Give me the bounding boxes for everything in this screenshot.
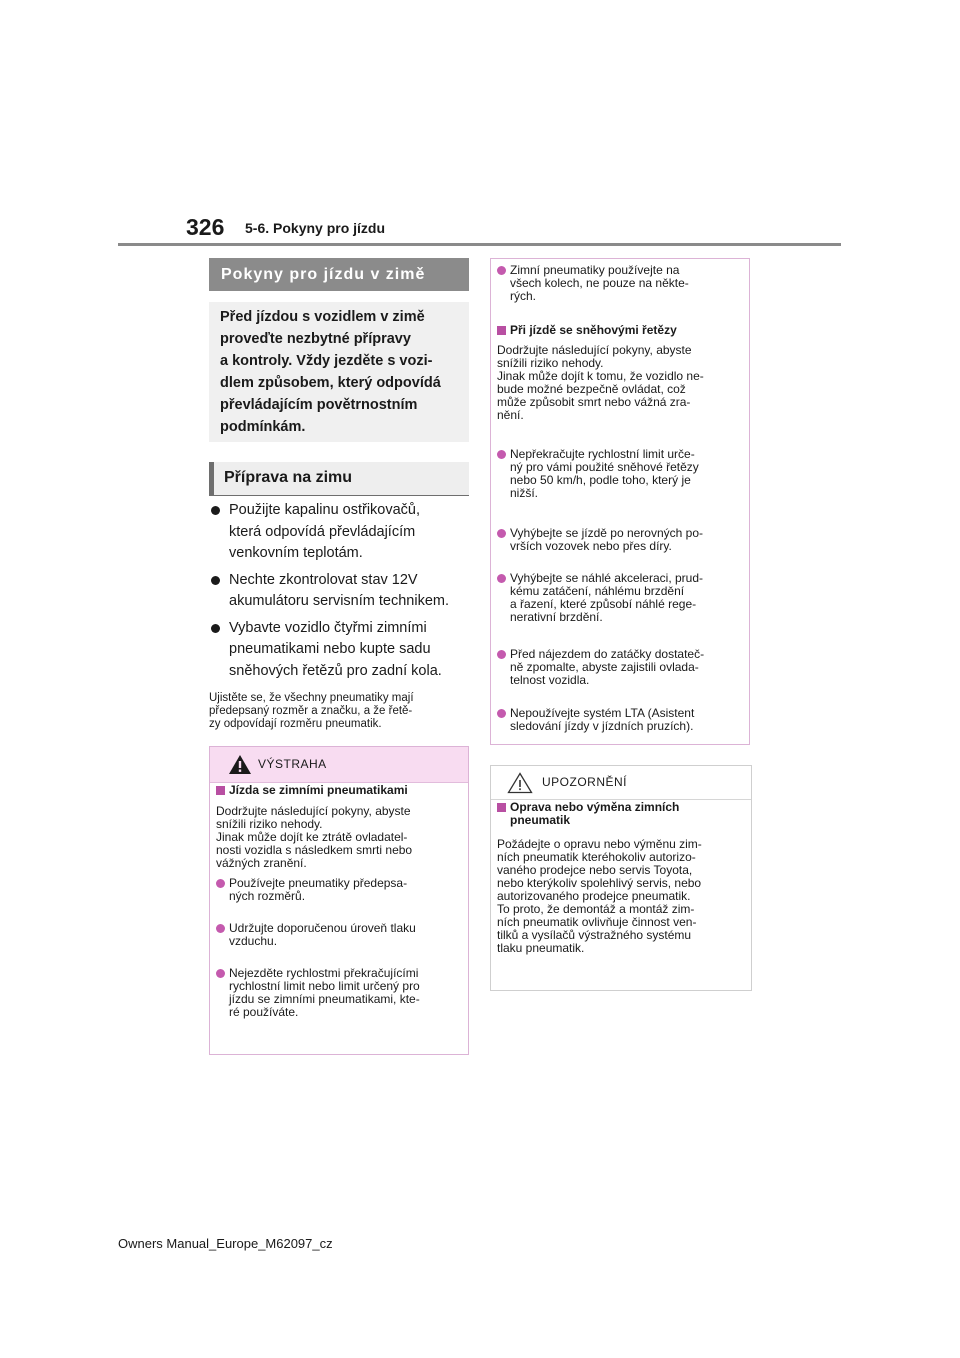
circle-bullet-icon <box>497 266 506 275</box>
header-divider <box>118 243 841 246</box>
intro-line: a kontroly. Vždy jezděte s vozi- <box>220 353 433 369</box>
circle-bullet-icon <box>497 709 506 718</box>
prep-heading: Příprava na zimu <box>209 462 469 496</box>
bullet-icon <box>211 624 220 633</box>
circle-bullet-icon <box>497 574 506 583</box>
caution-triangle-icon <box>507 772 533 794</box>
tire-note: Ujistěte se, že všechny pneumatiky mají předepsaný rozměr a značku, a že řetě- zy odpovídají rozměru pneumatik. <box>209 692 414 730</box>
warning-continuation-box <box>490 258 750 745</box>
warning-heading: Jízda se zimními pneumatikami <box>216 784 462 797</box>
chapter-banner: Pokyny pro jízdu v zimě <box>209 258 469 291</box>
intro-line: dlem způsobem, který odpovídá <box>220 375 441 391</box>
intro-line: Před jízdou s vozidlem v zimě <box>220 309 425 325</box>
list-item: Vybavte vozidlo čtyřmi zimními pneumatikami nebo kupte sadu sněhových řetězů pro zadní kola. <box>209 618 474 683</box>
circle-bullet-icon <box>216 879 225 888</box>
list-item: Nechte zkontrolovat stav 12V akumulátoru servisním technikem. <box>209 570 474 613</box>
page-number: 326 <box>186 214 225 240</box>
warning-title: VÝSTRAHA <box>258 757 327 771</box>
warning-header <box>210 747 468 783</box>
circle-bullet-icon <box>497 650 506 659</box>
intro-line: převládajícím povětrnostním <box>220 397 418 413</box>
circle-bullet-icon <box>216 924 225 933</box>
list-item: Používejte pneumatiky předepsa- ných rozměrů. <box>216 877 462 903</box>
caution-heading: Oprava nebo výměna zimních pneumatik <box>497 801 743 827</box>
section-title: 5-6. Pokyny pro jízdu <box>245 220 386 236</box>
list-item: Použijte kapalinu ostřikovačů, která odpovídá převládajícím venkovním teplotám. <box>209 500 474 565</box>
square-bullet-icon <box>497 326 506 335</box>
bullet-icon <box>211 506 220 515</box>
list-item: Vyhýbejte se jízdě po nerovných po- vrších vozovek nebo přes díry. <box>497 527 743 553</box>
list-item: Nejezděte rychlostmi překračujícími rychlostní limit nebo limit určený pro jízdu se zimními pneumatikami, kte- ré používáte. <box>216 967 462 1019</box>
circle-bullet-icon <box>216 969 225 978</box>
square-bullet-icon <box>216 786 225 795</box>
caution-text: Požádejte o opravu nebo výměnu zim- ních pneumatik kteréhokoliv autorizo- vaného prodejce nebo servis Toyota, nebo kterýkoliv spolehlivý servis, nebo autorizovaného prodejce pneumatik. To proto, že demontáž a montáž zim- ních pneumatik ovlivňuje činnost ven- tilků a vysílačů výstražného systému tlaku pneumatik. <box>497 837 702 955</box>
snow-chains-heading: Při jízdě se sněhovými řetězy <box>497 324 743 337</box>
caution-header <box>491 766 751 800</box>
bullet-icon <box>211 576 220 585</box>
list-item: Vyhýbejte se náhlé akceleraci, prud- kému zatáčení, náhlému brzdění a řazení, které způsobí náhlé rege- nerativní brzdění. <box>497 572 743 624</box>
intro-line: podmínkám. <box>220 419 306 435</box>
snow-chains-text: Dodržujte následující pokyny, abyste snížili riziko nehody. Jinak může dojít k tomu, že vozidlo ne- bude možné bezpečně ovládat, což může způsobit smrt nebo vážná zra- nění. <box>497 343 704 422</box>
footer-text: Owners Manual_Europe_M62097_cz <box>118 1236 333 1251</box>
list-item: Nepřekračujte rychlostní limit urče- ný pro vámi použité sněhové řetězy nebo 50 km/h, podle toho, který je nižší. <box>497 448 743 500</box>
intro-line: proveďte nezbytné přípravy <box>220 331 411 347</box>
list-item: Zimní pneumatiky používejte na všech kolech, ne pouze na někte- rých. <box>497 264 743 303</box>
list-item: Před nájezdem do zatáčky dostateč- ně zpomalte, abyste zajistili ovlada- telnost vozidla. <box>497 648 743 687</box>
warning-text: Dodržujte následující pokyny, abyste snížili riziko nehody. Jinak může dojít ke ztrátě ovladatel- nosti vozidla s následkem smrti nebo vážných zranění. <box>216 804 413 870</box>
circle-bullet-icon <box>497 450 506 459</box>
caution-box <box>490 765 752 991</box>
warning-box <box>209 746 469 1055</box>
intro-box <box>209 302 469 442</box>
prep-bullet-list <box>209 500 474 687</box>
list-item: Udržujte doporučenou úroveň tlaku vzduchu. <box>216 922 462 948</box>
square-bullet-icon <box>497 803 506 812</box>
list-item: Nepoužívejte systém LTA (Asistent sledování jízdy v jízdních pruzích). <box>497 707 743 733</box>
caution-title: UPOZORNĚNÍ <box>542 775 628 789</box>
warning-triangle-icon <box>228 754 252 775</box>
circle-bullet-icon <box>497 529 506 538</box>
